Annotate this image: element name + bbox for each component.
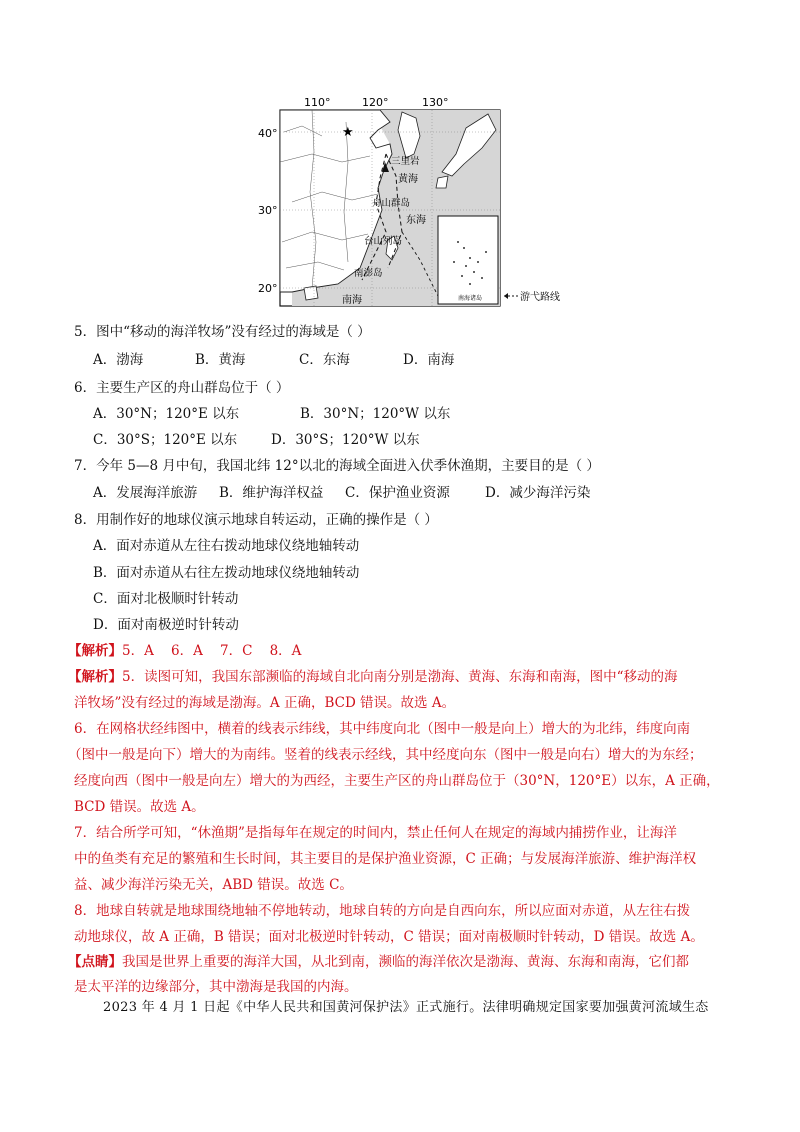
- q5-option-d: D．南海: [403, 352, 455, 368]
- q8-stem: 8．用制作好的地球仪演示地球自转运动，正确的操作是（ ）: [74, 512, 438, 528]
- q5-option-c: C．东海: [299, 352, 350, 368]
- label-zhoushan: 舟山群岛: [372, 198, 411, 209]
- inset-label: 南海诸岛: [458, 295, 483, 302]
- map-svg: [252, 92, 562, 314]
- analysis-line-11: 动地球仪，故 A 正确，B 错误；面对北极逆时针转动，C 错误；面对南极顺时针转动，D 错误。故选 A。: [74, 929, 704, 945]
- analysis-tag: 【解析】: [68, 669, 122, 685]
- next-passage-line: 2023 年 4 月 1 日起《中华人民共和国黄河保护法》正式施行。法律明确规定国家要加强黄河流域生态: [103, 1000, 709, 1015]
- label-sanli: 三里岩: [391, 156, 420, 167]
- legend-label: 游弋路线: [520, 292, 560, 303]
- q6-options-row1: [93, 404, 450, 424]
- lon-label-130: 130°: [422, 96, 449, 109]
- lon-label-110: 110°: [304, 96, 331, 109]
- analysis-line-2: 洋牧场”没有经过的海域是渤海。A 正确，BCD 错误。故选 A。: [74, 695, 456, 711]
- analysis-line-10: 8．地球自转就是地球围绕地轴不停地转动，地球自转的方向是自西向东，所以应面对赤道，从左往右拨: [74, 903, 691, 919]
- answer-tag: 【解析】: [68, 643, 122, 659]
- tip-tag: 【点睛】: [68, 954, 122, 970]
- label-yellow-sea: 黄海: [398, 174, 418, 185]
- q6-option-d: D．30°S；120°W 以东: [271, 432, 420, 448]
- inset-box: [438, 216, 498, 304]
- analysis-line-6: BCD 错误。故选 A。: [74, 799, 205, 815]
- q5-option-a: A．渤海: [93, 352, 144, 368]
- analysis-line-7: 7．结合所学可知，“休渔期”是指每年在规定的时间内，禁止任何人在规定的海域内捕捞作业，让海洋: [74, 825, 677, 841]
- q5-stem: 5．图中“移动的海洋牧场”没有经过的海域是（ ）: [74, 324, 371, 340]
- lat-label-30: 30°: [258, 204, 278, 217]
- q6-option-b: B．30°N；120°W 以东: [300, 406, 451, 422]
- q7-option-d: D．减少海洋污染: [485, 485, 591, 501]
- analysis-text-1: 5．读图可知，我国东部濒临的海域自北向南分别是渤海、黄海、东海和南海，图中“移动的海: [122, 669, 678, 685]
- q8-option-c: C．面对北极顺时针转动: [93, 591, 239, 607]
- map-figure: [252, 92, 562, 314]
- analysis-line-9: 益、减少海洋污染无关，ABD 错误。故选 C。: [74, 877, 353, 893]
- q6-stem: 6．主要生产区的舟山群岛位于（ ）: [74, 380, 290, 396]
- q7-stem: 7．今年 5—8 月中旬，我国北纬 12°以北的海域全面进入伏季休渔期，主要目的是（ ）: [74, 458, 600, 474]
- tip-line-2: 是太平洋的边缘部分，其中渤海是我国的内海。: [74, 979, 358, 995]
- answer-line: [68, 641, 301, 661]
- q8-option-b: B．面对赤道从右往左拨动地球仪绕地轴转动: [93, 565, 360, 581]
- q6-options-row2: [93, 430, 420, 450]
- tip-line-1: [68, 952, 689, 972]
- tip-text-1: 我国是世界上重要的海洋大国，从北到南，濒临的海洋依次是渤海、黄海、东海和南海，它们都: [122, 954, 689, 970]
- q5-options: [93, 350, 454, 370]
- land-kyushu: [436, 176, 448, 188]
- analysis-line-3: 6．在网格状经纬图中，横着的线表示纬线，其中纬度向北（图中一般是向上）增大的为北纬，纬度向南: [74, 721, 691, 737]
- analysis-line-4: （图中一般是向下）增大的为南纬。竖着的线表示经线，其中经度向东（图中一般是向右）增大的为东经；: [68, 747, 703, 763]
- q6-option-c: C．30°S；120°E 以东: [93, 432, 238, 448]
- q8-option-a: A．面对赤道从左往右拨动地球仪绕地轴转动: [93, 538, 360, 554]
- capital-star-icon: ★: [342, 125, 354, 140]
- label-taiwan: 台山列岛: [364, 236, 403, 247]
- lat-label-40: 40°: [258, 127, 278, 140]
- q8-option-d: D．面对南极逆时针转动: [93, 617, 239, 633]
- analysis-line-8: 中的鱼类有充足的繁殖和生长时间，其主要目的是保护渔业资源，C 正确；与发展海洋旅游、维护海洋权: [74, 851, 697, 867]
- label-nanpeng: 南澎岛: [354, 268, 383, 279]
- q7-options: [93, 483, 590, 503]
- answer-text: 5．A 6．A 7．C 8．A: [122, 643, 302, 659]
- lat-label-20: 20°: [258, 282, 278, 295]
- q6-option-a: A．30°N；120°E 以东: [93, 406, 240, 422]
- legend-arrow-icon: [504, 293, 508, 299]
- lon-label-120: 120°: [362, 96, 389, 109]
- analysis-line-1: [68, 667, 678, 687]
- q7-option-b: B．维护海洋权益: [219, 485, 324, 501]
- label-south-sea: 南海: [342, 295, 362, 306]
- label-east-sea: 东海: [406, 215, 426, 226]
- q7-option-a: A．发展海洋旅游: [93, 485, 198, 501]
- q5-option-b: B．黄海: [195, 352, 246, 368]
- analysis-line-5: 经度向西（图中一般是向左）增大的为西经，主要生产区的舟山群岛位于（30°N，120°E）以东，A 正确，: [74, 773, 720, 789]
- q7-option-c: C．保护渔业资源: [345, 485, 450, 501]
